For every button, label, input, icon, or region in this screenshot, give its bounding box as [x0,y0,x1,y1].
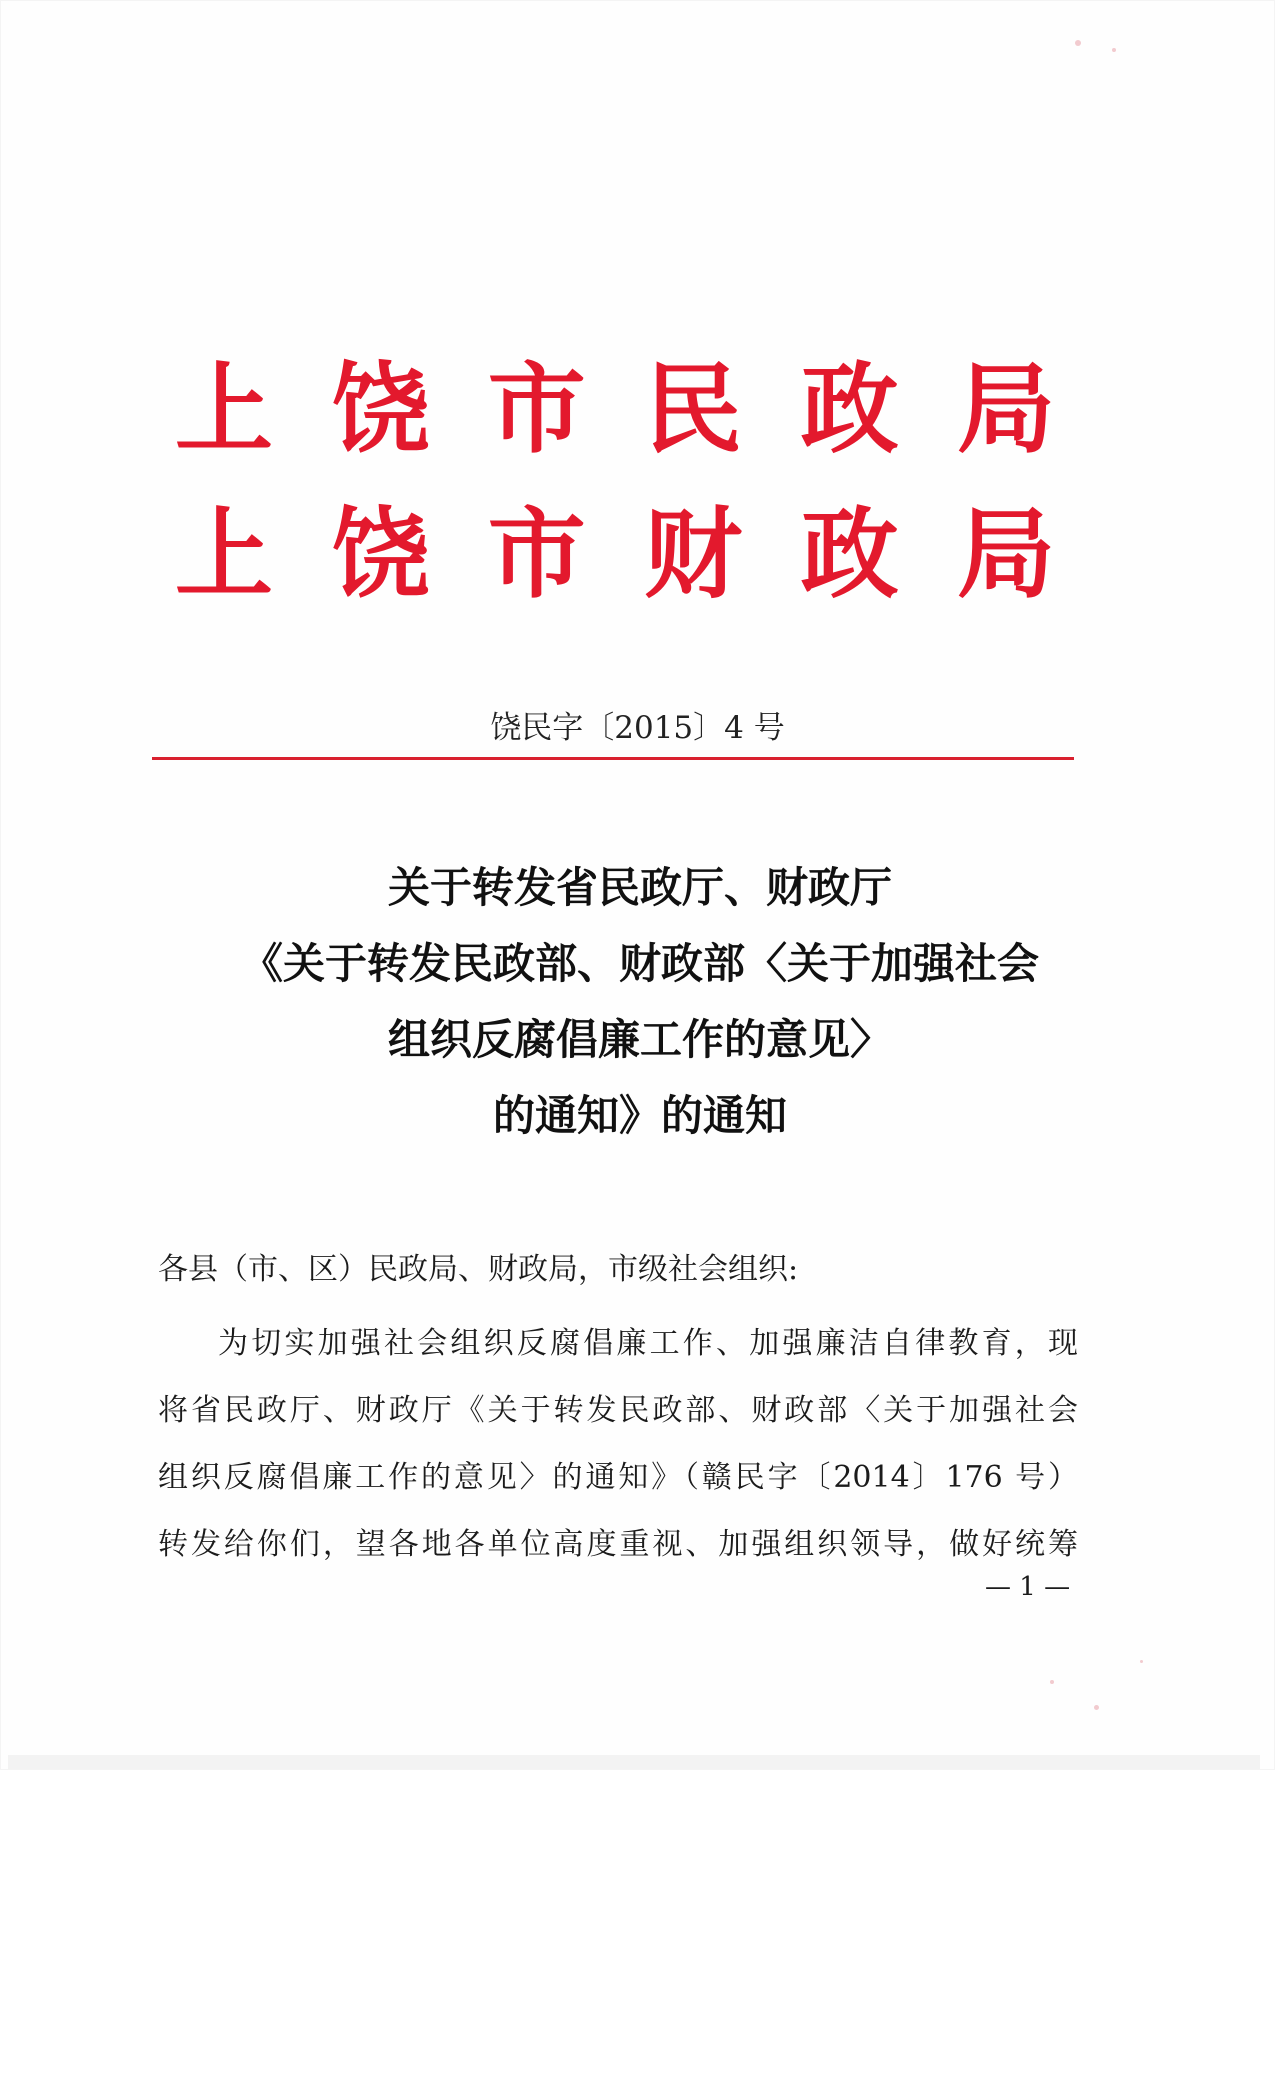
masthead-char: 民 [644,352,743,467]
title-line: 组织反腐倡廉工作的意见〉 [387,1015,892,1064]
scan-bottom-edge [8,1755,1260,1769]
masthead-char: 局 [956,352,1055,467]
scan-speckle [1094,1705,1099,1710]
masthead-char: 市 [487,352,586,467]
paragraph-line: 转发给你们，望各地各单位高度重视、加强组织领导，做好统筹 [158,1527,1078,1562]
scan-speckle [1075,40,1081,46]
masthead-char: 上 [175,497,274,612]
title-line: 关于转发省民政厅、财政厅 [387,863,892,912]
masthead-char: 政 [800,352,899,467]
masthead-finance-bureau [175,497,1055,612]
red-separator-rule [152,757,1074,760]
page-number: — 1 — [985,1572,1071,1602]
title-line: 的通知》的通知 [492,1091,787,1140]
scan-speckle [1140,1660,1143,1663]
masthead-char: 市 [487,497,586,612]
document-number: 饶民字〔2015〕4 号 [490,710,785,746]
document-title [140,850,1140,1154]
masthead-char: 饶 [331,497,430,612]
masthead-char: 局 [956,497,1055,612]
masthead-char: 上 [175,352,274,467]
scan-speckle [1112,48,1116,52]
title-line: 《关于转发民政部、财政部〈关于加强社会 [240,939,1039,988]
masthead-civil-affairs-bureau [175,352,1055,467]
scan-speckle [1050,1680,1054,1684]
paragraph-line: 为切实加强社会组织反腐倡廉工作、加强廉洁自律教育，现 [218,1326,1078,1361]
body-paragraph [158,1310,1078,1578]
paragraph-line: 将省民政厅、财政厅《关于转发民政部、财政部〈关于加强社会 [158,1393,1078,1428]
salutation: 各县（市、区）民政局、财政局，市级社会组织: [158,1252,799,1287]
paragraph-line: 组织反腐倡廉工作的意见〉的通知》（赣民字〔2014〕176 号） [158,1460,1078,1495]
masthead-char: 政 [800,497,899,612]
masthead-char: 饶 [331,352,430,467]
masthead-char: 财 [644,497,743,612]
